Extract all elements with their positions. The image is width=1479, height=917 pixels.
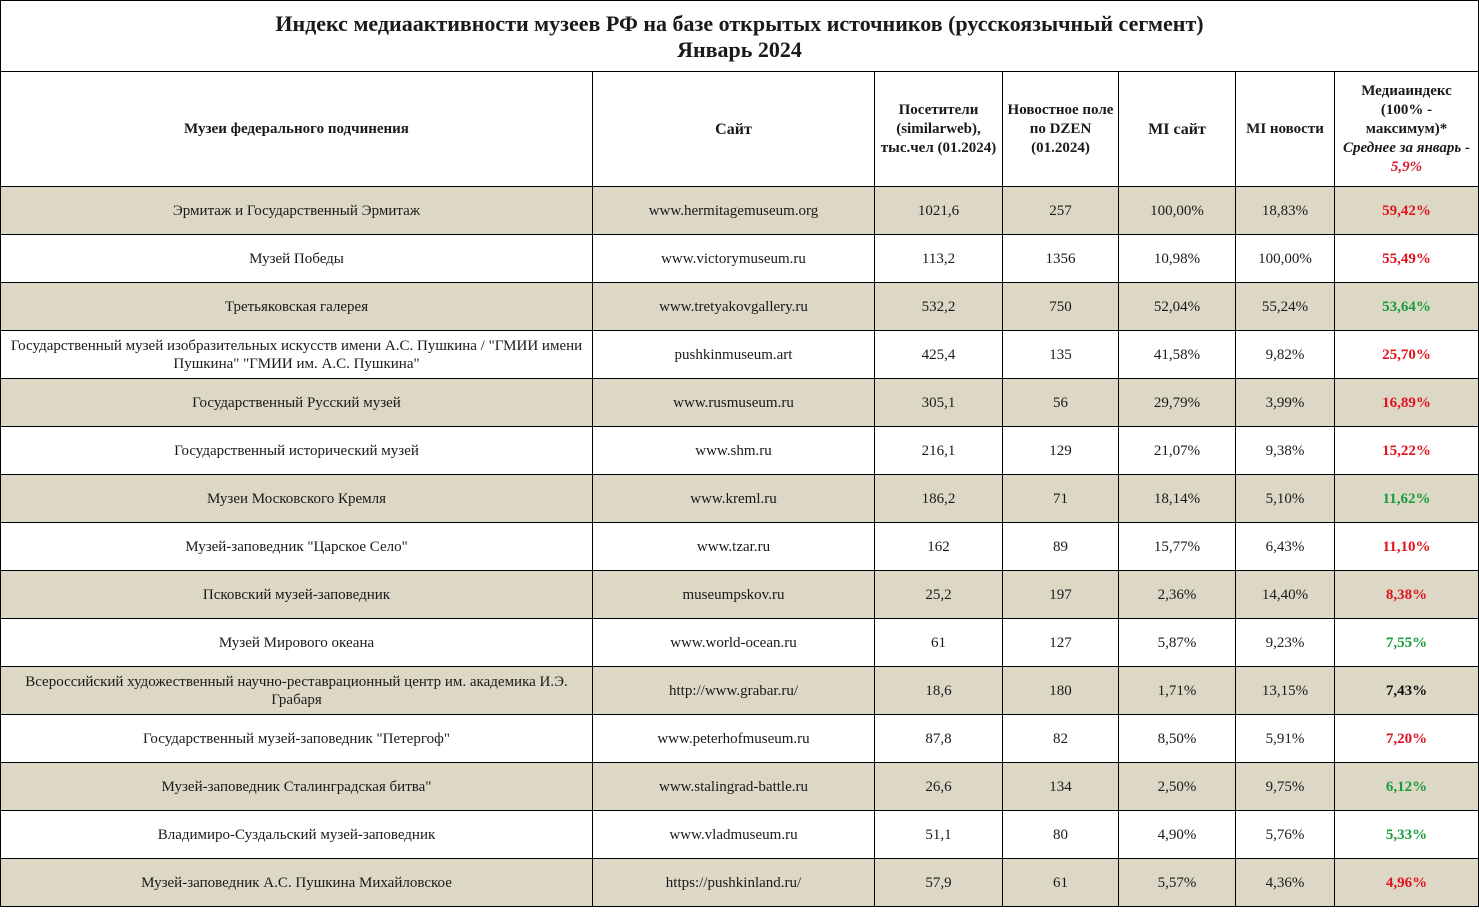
mi-site-value: 21,07% [1119,427,1236,475]
news-value: 257 [1003,187,1119,235]
museum-name: Эрмитаж и Государственный Эрмитаж [1,187,593,235]
site-url: www.shm.ru [593,427,875,475]
title-line-2: Январь 2024 [677,37,802,62]
mi-site-value: 15,77% [1119,523,1236,571]
news-value: 82 [1003,715,1119,763]
media-index-value: 53,64% [1335,283,1479,331]
media-index-value: 7,43% [1335,667,1479,715]
media-index-value: 59,42% [1335,187,1479,235]
col-header-mi-news: MI новости [1236,72,1335,187]
table-row [1,187,1479,235]
news-value: 197 [1003,571,1119,619]
mi-news-value: 3,99% [1236,379,1335,427]
table-row [1,619,1479,667]
site-url: www.stalingrad-battle.ru [593,763,875,811]
media-index-title: Медиаиндекс (100% - максимум)* [1361,82,1452,137]
col-header-site: Сайт [593,72,875,187]
col-header-visitors: Посетители (similarweb), тыс.чел (01.2024) [875,72,1003,187]
site-url: www.victorymuseum.ru [593,235,875,283]
media-index-value: 11,10% [1335,523,1479,571]
mi-site-value: 10,98% [1119,235,1236,283]
site-url: www.kreml.ru [593,475,875,523]
news-value: 89 [1003,523,1119,571]
news-value: 134 [1003,763,1119,811]
mi-news-value: 13,15% [1236,667,1335,715]
visitors-value: 1021,6 [875,187,1003,235]
header-row [1,72,1479,187]
museum-name: Всероссийский художественный научно-реставрационный центр им. академика И.Э. Грабаря [1,667,593,715]
col-header-mi-site: MI сайт [1119,72,1236,187]
mi-site-value: 100,00% [1119,187,1236,235]
mi-news-value: 55,24% [1236,283,1335,331]
mi-news-value: 9,38% [1236,427,1335,475]
visitors-value: 216,1 [875,427,1003,475]
site-url: pushkinmuseum.art [593,331,875,379]
mi-news-value: 9,82% [1236,331,1335,379]
visitors-value: 425,4 [875,331,1003,379]
media-index-value: 55,49% [1335,235,1479,283]
mi-news-value: 5,10% [1236,475,1335,523]
mi-news-value: 5,91% [1236,715,1335,763]
news-value: 56 [1003,379,1119,427]
mi-news-value: 14,40% [1236,571,1335,619]
visitors-value: 113,2 [875,235,1003,283]
museum-name: Государственный музей изобразительных искусств имени А.С. Пушкина / "ГМИИ имени Пушкина" "ГМИИ им. А.С. Пушкина" [1,331,593,379]
news-value: 135 [1003,331,1119,379]
table-row [1,379,1479,427]
news-value: 129 [1003,427,1119,475]
table-row [1,283,1479,331]
site-url: www.tzar.ru [593,523,875,571]
col-header-media-index [1335,72,1479,187]
visitors-value: 57,9 [875,859,1003,907]
museum-name: Музей Мирового океана [1,619,593,667]
museum-name: Псковский музей-заповедник [1,571,593,619]
media-index-value: 6,12% [1335,763,1479,811]
media-index-value: 16,89% [1335,379,1479,427]
mi-news-value: 18,83% [1236,187,1335,235]
mi-news-value: 4,36% [1236,859,1335,907]
col-header-news: Новостное поле по DZEN (01.2024) [1003,72,1119,187]
media-index-value: 4,96% [1335,859,1479,907]
mi-site-value: 4,90% [1119,811,1236,859]
mi-site-value: 8,50% [1119,715,1236,763]
table-row [1,571,1479,619]
mi-news-value: 5,76% [1236,811,1335,859]
visitors-value: 51,1 [875,811,1003,859]
mi-site-value: 2,36% [1119,571,1236,619]
mi-site-value: 5,87% [1119,619,1236,667]
site-url: www.vladmuseum.ru [593,811,875,859]
visitors-value: 87,8 [875,715,1003,763]
table-row [1,811,1479,859]
visitors-value: 186,2 [875,475,1003,523]
museum-name: Музеи Московского Кремля [1,475,593,523]
title-line-1: Индекс медиаактивности музеев РФ на базе открытых источников (русскоязычный сегмент) [275,11,1204,36]
news-value: 127 [1003,619,1119,667]
museum-name: Музей-заповедник "Царское Село" [1,523,593,571]
table-row [1,331,1479,379]
mi-site-value: 18,14% [1119,475,1236,523]
visitors-value: 305,1 [875,379,1003,427]
mi-site-value: 5,57% [1119,859,1236,907]
museum-name: Государственный Русский музей [1,379,593,427]
visitors-value: 532,2 [875,283,1003,331]
table-title [1,1,1479,72]
average-label: Среднее за январь - [1343,139,1470,156]
mi-news-value: 9,75% [1236,763,1335,811]
visitors-value: 18,6 [875,667,1003,715]
media-index-value: 8,38% [1335,571,1479,619]
visitors-value: 26,6 [875,763,1003,811]
mi-site-value: 1,71% [1119,667,1236,715]
site-url: https://pushkinland.ru/ [593,859,875,907]
visitors-value: 25,2 [875,571,1003,619]
news-value: 71 [1003,475,1119,523]
site-url: www.tretyakovgallery.ru [593,283,875,331]
site-url: www.peterhofmuseum.ru [593,715,875,763]
media-index-value: 7,55% [1335,619,1479,667]
news-value: 80 [1003,811,1119,859]
table-body [1,187,1479,907]
news-value: 1356 [1003,235,1119,283]
media-index-value: 5,33% [1335,811,1479,859]
mi-site-value: 2,50% [1119,763,1236,811]
site-url: http://www.grabar.ru/ [593,667,875,715]
table-row [1,763,1479,811]
table-row [1,523,1479,571]
museum-name: Государственный исторический музей [1,427,593,475]
visitors-value: 162 [875,523,1003,571]
media-index-value: 7,20% [1335,715,1479,763]
museum-name: Музей-заповедник А.С. Пушкина Михайловское [1,859,593,907]
site-url: www.rusmuseum.ru [593,379,875,427]
mi-news-value: 6,43% [1236,523,1335,571]
table-row [1,859,1479,907]
table-row [1,235,1479,283]
col-header-museum: Музеи федерального подчинения [1,72,593,187]
mi-news-value: 9,23% [1236,619,1335,667]
museum-name: Государственный музей-заповедник "Петергоф" [1,715,593,763]
visitors-value: 61 [875,619,1003,667]
media-index-value: 15,22% [1335,427,1479,475]
news-value: 750 [1003,283,1119,331]
media-index-value: 25,70% [1335,331,1479,379]
site-url: www.world-ocean.ru [593,619,875,667]
mi-news-value: 100,00% [1236,235,1335,283]
site-url: www.hermitagemuseum.org [593,187,875,235]
table-row [1,667,1479,715]
museum-name: Музей Победы [1,235,593,283]
table-row [1,475,1479,523]
site-url: museumpskov.ru [593,571,875,619]
museum-name: Владимиро-Суздальский музей-заповедник [1,811,593,859]
mi-site-value: 29,79% [1119,379,1236,427]
museum-name: Музей-заповедник Сталинградская битва" [1,763,593,811]
mi-site-value: 41,58% [1119,331,1236,379]
table-row [1,427,1479,475]
media-index-value: 11,62% [1335,475,1479,523]
news-value: 61 [1003,859,1119,907]
news-value: 180 [1003,667,1119,715]
table-row [1,715,1479,763]
average-value: 5,9% [1390,158,1423,175]
mi-site-value: 52,04% [1119,283,1236,331]
museum-name: Третьяковская галерея [1,283,593,331]
